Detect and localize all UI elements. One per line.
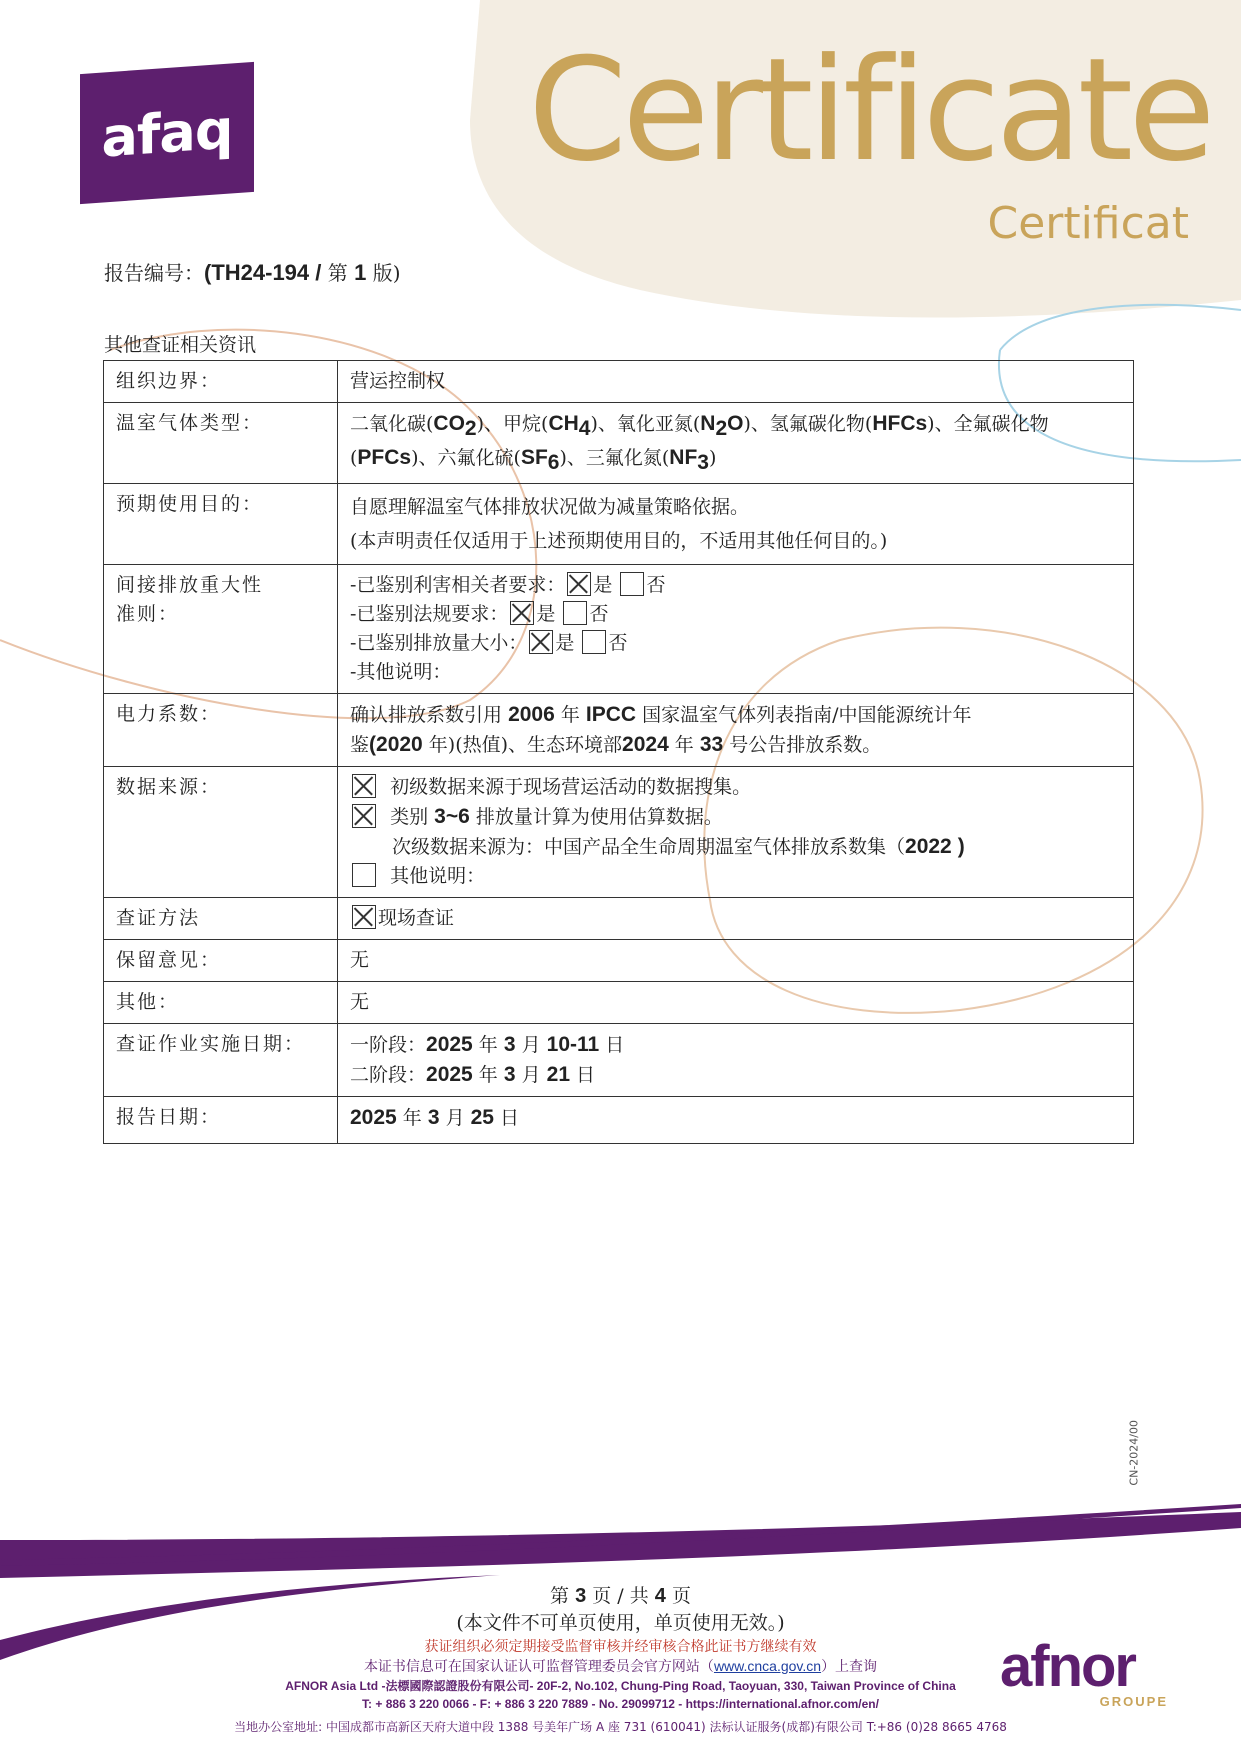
section-title: 其他查证相关资讯 [104,334,257,356]
checkbox-yes-checked[interactable] [510,601,534,625]
certificate-title: Certificate [528,28,1211,193]
row-value: 自愿理解温室气体排放状况做为减量策略依据。 (本声明责任仅适用于上述预期使用目的，不适用其他任何目的。) [338,483,1134,564]
row-label: 其他： [104,981,338,1023]
row-other [104,981,1134,1023]
row-label: 数据来源： [104,766,338,897]
document-code: CN-2024/00 [1128,1420,1141,1486]
row-ghg-types [104,403,1134,484]
cnca-link[interactable]: www.cnca.gov.cn [713,1658,822,1674]
row-label: 查证方法 [104,897,338,939]
verification-info: 本证书信息可在国家认证认可监督管理委员会官方网站（www.cnca.gov.cn）上查询 [363,1658,878,1675]
row-value: 二氧化碳$(CO_2)$、甲烷$(CH_4)$、氧化亚氮$(N_2O)$、氢氟碳化物(HFCs)、全氟碳化物(PFCs)、六氟化硫$(SF_6)$、三氟化氮$(NF_3)$ [338,403,1134,484]
page-indicator: 第 3 页 / 共 4 页 [550,1585,691,1607]
criteria-regulation: -已鉴别法规要求： 是 否 [350,602,609,625]
row-reservation [104,939,1134,981]
company-address: AFNOR Asia Ltd -法標國際認證股份有限公司- 20F-2, No.102, Chung-Ping Road, Taoyuan, 330, Taiwan Province of China [285,1679,956,1693]
checkbox-checked[interactable] [352,774,376,798]
company-contact: T: + 886 3 220 0066 - F: + 886 3 220 7889 - No. 29099712 - https://international.afnor.com/en/ [362,1697,879,1711]
row-value: 营运控制权 [338,361,1134,403]
verification-info-table [103,360,1134,1144]
afnor-logo: afnor GROUPE [1000,1634,1168,1709]
row-value: 现场查证 [338,897,1134,939]
row-report-date [104,1096,1134,1143]
row-criteria [104,564,1134,693]
row-value: 无 [338,939,1134,981]
row-label: 保留意见： [104,939,338,981]
checkbox-checked[interactable] [352,804,376,828]
checkbox-yes-checked[interactable] [567,572,591,596]
afaq-logo: afaq [80,62,254,204]
row-purpose [104,483,1134,564]
row-method [104,897,1134,939]
report-number: 报告编号：(TH24-194 / 第 1 版) [104,260,401,285]
checkbox-yes-checked[interactable] [529,630,553,654]
checkbox-no[interactable] [620,572,644,596]
row-data-source [104,766,1134,897]
checkbox-checked[interactable] [352,905,376,929]
row-label: 间接排放重大性 准则： [104,564,338,693]
row-value: 无 [338,981,1134,1023]
checkbox-unchecked[interactable] [352,863,376,887]
row-label: 报告日期： [104,1096,338,1143]
checkbox-no[interactable] [582,630,606,654]
certificate-subtitle: Certificat [987,198,1189,249]
row-label: 组织边界： [104,361,338,403]
row-power-factor [104,693,1134,766]
row-value: 初级数据来源于现场营运活动的数据搜集。 类别 3~6 排放量计算为使用估算数据。 次级数据来源为：中国产品全生命周期温室气体排放系数集（2022 ) 其他说明： [338,766,1134,897]
row-verification-dates [104,1023,1134,1096]
row-boundary [104,361,1134,403]
row-value: 确认排放系数引用 2006 年 IPCC 国家温室气体列表指南/中国能源统计年 鉴(2020 年)(热值)、生态环境部2024 年 33 号公告排放系数。 [338,693,1134,766]
row-label: 查证作业实施日期： [104,1023,338,1096]
local-office-address: 当地办公室地址: 中国成都市高新区天府大道中段 1388 号美年广场 A 座 731 (610041) 法标认证服务(成都)有限公司 T:+86 (0)28 8665 4768 [234,1720,1007,1734]
single-use-notice: (本文件不可单页使用，单页使用无效。) [456,1612,785,1634]
validity-notice: 获证组织必须定期接受监督审核并经审核合格此证书方继续有效 [424,1639,817,1655]
row-label: 预期使用目的： [104,483,338,564]
row-label: 电力系数： [104,693,338,766]
criteria-emission-size: -已鉴别排放量大小： 是 否 [350,631,628,654]
row-value: -已鉴别利害相关者要求： 是 否 -已鉴别法规要求： 是 否 -已鉴别排放量大小： 是 否 -其他说明： [338,564,1134,693]
criteria-stakeholder: -已鉴别利害相关者要求： 是 否 [350,573,666,596]
row-label: 温室气体类型： [104,403,338,484]
row-value: 一阶段：2025 年 3 月 10-11 日 二阶段：2025 年 3 月 21 日 [338,1023,1134,1096]
checkbox-no[interactable] [563,601,587,625]
row-value: 2025 年 3 月 25 日 [338,1096,1134,1143]
